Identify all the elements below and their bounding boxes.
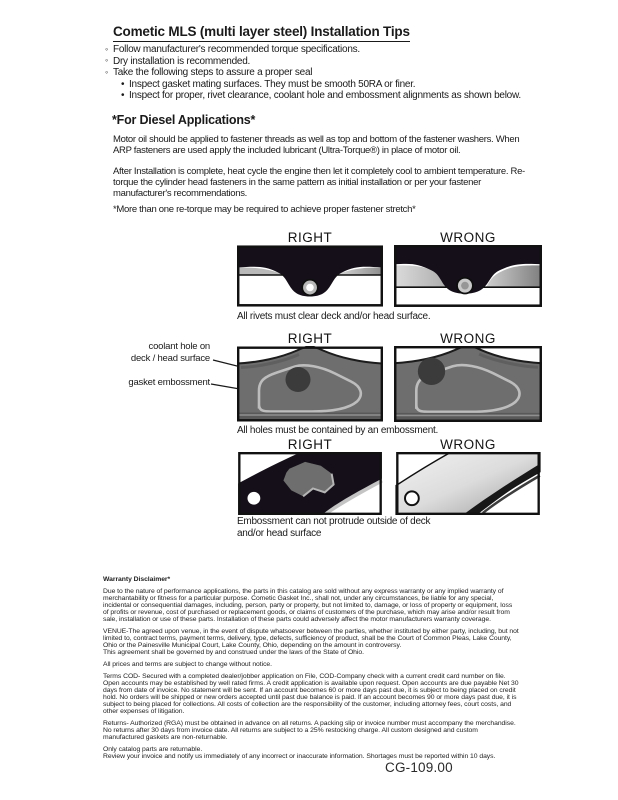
warranty-paragraph: Only catalog parts are returnable. xyxy=(103,746,203,753)
coolant-hole-wrong-diagram xyxy=(394,346,542,422)
embossment-right-diagram xyxy=(237,452,383,515)
coolant-hole-right-illustration xyxy=(237,346,383,422)
diesel-paragraph-2: After Installation is complete, heat cycle the engine then let it completely cool to ambient temperature. Re-torque the cylinder head fasteners in the same pattern as initial installation or per your fastener manufacturer's recommendations. xyxy=(113,166,525,199)
bullet-item: ◦ Dry installation is recommended. xyxy=(105,56,605,68)
wrong-label-row2: WRONG xyxy=(440,331,496,346)
warranty-paragraph: VENUE-The agreed upon venue, in the event of dispute whatsoever between the parties, whether instituted by either party, including, but not limited to, contract terms, payment terms, delivery, type, defects, sufficiency of product, shall be the Court of Common Pleas, Lake County, Ohio or the Painesville Municipal Court, Lake County, Ohio, depending on the amount in controversy. xyxy=(103,628,519,649)
diesel-section-heading: *For Diesel Applications* xyxy=(112,113,256,127)
coolant-hole-wrong-illustration xyxy=(394,346,542,422)
right-label-row3: RIGHT xyxy=(287,437,333,452)
warranty-paragraph: All prices and terms are subject to change without notice. xyxy=(103,661,273,668)
warranty-paragraph: Due to the nature of performance applications, the parts in this catalog are sold without any express warranty or any implied warranty of merchantability or fitness for a particular purpose. Cometic Gasket Inc., shall not, under any circumstances, be liable for any special, incidental or consequential damages, including, person, party or property, but not limited to, damage, or loss of property or equipment, loss of profits or revenue, cost of purchased or replacement goods, or claims of customers of the purchase, which may arise and/or result from sale, installation or use of these parts. Installation of these parts could adversely affect the motor manufacturers warranty coverage. xyxy=(103,588,513,623)
coolant-hole xyxy=(418,358,445,385)
bolt-hole xyxy=(247,492,260,505)
sub-bullet-item: • Inspect for proper, rivet clearance, coolant hole and embossment alignments as shown below. xyxy=(105,90,605,102)
tips-bullet-list xyxy=(105,44,605,102)
rivet-wrong-illustration xyxy=(394,245,542,307)
row2-caption: All holes must be contained by an embossment. xyxy=(237,425,439,436)
row3-caption xyxy=(237,516,430,540)
right-label-row2: RIGHT xyxy=(287,331,333,346)
warranty-paragraph: Review your invoice and notify us immediately of any incorrect or inaccurate information. Shortages must be reported within 10 days. xyxy=(103,753,496,760)
right-label-row1: RIGHT xyxy=(287,230,333,245)
diesel-paragraph-1: Motor oil should be applied to fastener threads as well as top and bottom of the fastener washers. When ARP fasteners are used apply the included lubricant (Ultra-Torque®) in place of motor oil. xyxy=(113,134,520,156)
bullet-item: ◦ Take the following steps to assure a proper seal xyxy=(105,67,605,79)
row3-caption-line2: and/or head surface xyxy=(237,528,322,539)
rivet-right-illustration xyxy=(237,245,383,307)
row1-caption: All rivets must clear deck and/or head surface. xyxy=(237,311,431,322)
coolant-hole-right-diagram xyxy=(237,346,383,422)
rivet-wrong-diagram xyxy=(394,245,542,307)
warranty-paragraph: Terms COD- Secured with a completed dealer/jobber application on File, COD-Company check with a current credit card number on file. Open accounts may be established by well rated firms. A credit application is available upon request. Open accounts are due payable Net 30 days from date of invoice. No statement will be sent. If an account becomes 60 or more days past due, it is subject to being placed on credit hold. No orders will be shipped or new orders accepted until past due balance is paid. If an account becomes 90 or more days past due, it is subject to being placed for collections. All costs of collection are the responsibility of the customer, including attorney fees, court costs, and other expenses of litigation. xyxy=(103,673,519,715)
sub-bullet-item: • Inspect gasket mating surfaces. They must be smooth 50RA or finer. xyxy=(105,79,605,91)
annotation-coolant-hole-line2: deck / head surface xyxy=(130,353,210,364)
warranty-paragraph: Returns- Authorized (RGA) must be obtained in advance on all returns. A packing slip or invoice number must accompany the merchandise. No returns after 30 days from invoice date. All returns are subject to a 25% restocking charge. All custom designed and custom manufactured gaskets are non-returnable. xyxy=(103,720,516,741)
embossment-right-illustration xyxy=(237,452,383,515)
annotation-gasket-embossment: gasket embossment xyxy=(128,377,210,388)
page-number: CG-109.00 xyxy=(385,760,453,775)
retorque-note: *More than one re-torque may be required to achieve proper fastener stretch* xyxy=(113,204,416,215)
warranty-paragraph: This agreement shall be governed by and construed under the laws of the State of Ohio. xyxy=(103,649,364,656)
bolt-hole xyxy=(405,491,419,505)
embossment-wrong-diagram xyxy=(394,452,542,515)
annotation-coolant-hole-line1: coolant hole on xyxy=(148,341,210,352)
page-title: Cometic MLS (multi layer steel) Installation Tips xyxy=(113,24,410,42)
rivet-right-diagram xyxy=(237,245,383,307)
wrong-label-row1: WRONG xyxy=(440,230,496,245)
coolant-hole xyxy=(286,367,311,392)
bullet-item: ◦ Follow manufacturer's recommended torque specifications. xyxy=(105,44,605,56)
warranty-disclaimer-section xyxy=(103,576,519,765)
row3-caption-line1: Embossment can not protrude outside of deck xyxy=(237,516,431,527)
embossment-wrong-illustration xyxy=(394,452,542,515)
wrong-label-row3: WRONG xyxy=(440,437,496,452)
warranty-heading: Warranty Disclaimer* xyxy=(103,576,171,583)
